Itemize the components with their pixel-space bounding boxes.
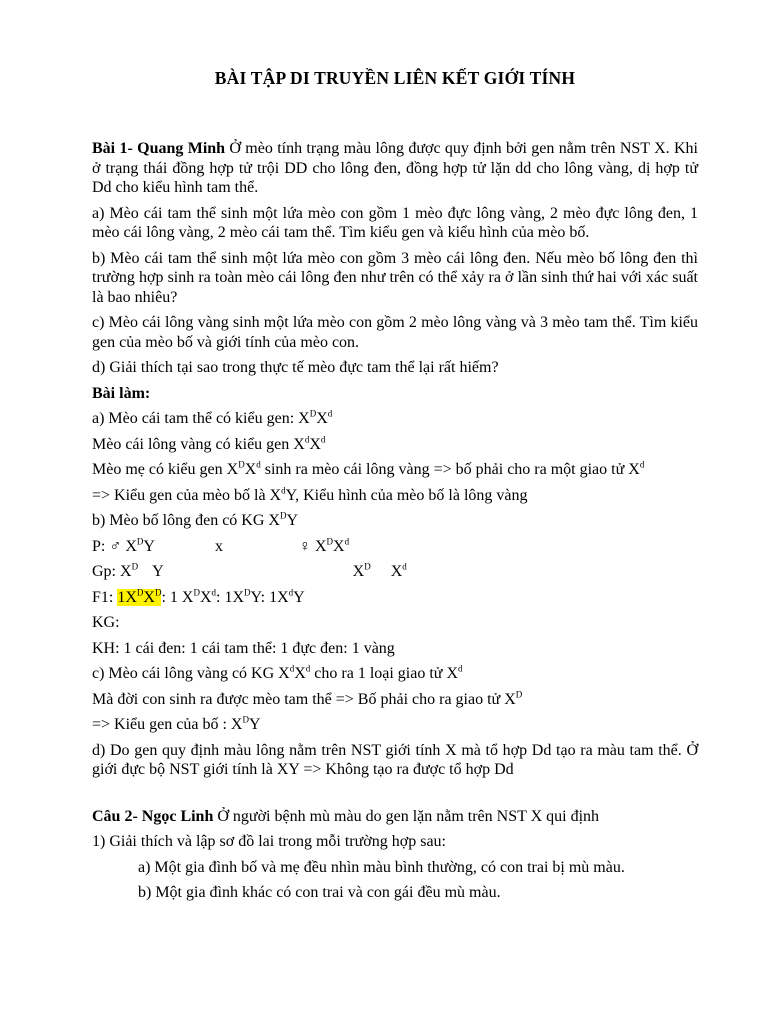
answer-a-line2: Mèo cái lông vàng có kiểu gen $X^dX^d$: [92, 434, 326, 453]
cau2-question-1a: a) Một gia đình bố và mẹ đều nhìn màu bình thường, có con trai bị mù màu.: [138, 858, 625, 876]
answer-c-line3: => Kiểu gen của bố : $X^DY$: [92, 714, 261, 733]
cau2-heading: Câu 2- Ngọc Linh: [92, 807, 214, 825]
bai1-question-a: a) Mèo cái tam thể sinh một lứa mèo con gồm 1 mèo đực lông vàng, 2 mèo đực lông đen, 1 mèo cái lông vàng, 2 mèo cái tam thể. Tìm kiểu gen và kiểu hình của mèo bố.: [92, 204, 698, 241]
section-gap: [92, 786, 698, 807]
cross-f1-line: F1: $1X^DX^D$: 1 $X^DX^d$: $1X^DY$: $1X^dY$: [92, 587, 305, 606]
kg-line: KG:: [92, 614, 120, 631]
cau2-intro: Câu 2- Ngọc Linh Ở người bệnh mù màu do gen lặn nằm trên NST X qui định: [92, 807, 600, 825]
cross-gp-line: Gp: $X^D$ Y $X^D$ $X^d$: [92, 561, 407, 580]
kh-line: KH: 1 cái đen: 1 cái tam thể: 1 đực đen: 1 vàng: [92, 639, 395, 657]
answer-a-line3: Mèo mẹ có kiểu gen $X^DX^d$ sinh ra mèo cái lông vàng => bố phải cho ra một giao tử $X^d$: [92, 459, 645, 478]
f1-highlight: $1X^DX^D$: [117, 587, 162, 606]
cau2-question-1: 1) Giải thích và lập sơ đồ lai trong mỗi trường hợp sau:: [92, 833, 446, 850]
bai1-intro: Bài 1- Quang Minh Ở mèo tính trạng màu lông được quy định bởi gen nằm trên NST X. Khi ở trạng thái đồng hợp tử trội DD cho lông đen, đồng hợp tử lặn dd cho lông vàng, dị hợp tử Dd cho kiểu hình tam thể.: [92, 140, 698, 196]
answer-a-line1: a) Mèo cái tam thể có kiểu gen: $X^DX^d$: [92, 408, 333, 427]
bai1-question-b: b) Mèo cái tam thể sinh một lứa mèo con gồm 3 mèo cái lông đen. Nếu mèo bố lông đen thì trường hợp sinh ra toàn mèo cái lông đen như trên có thể xảy ra ở lần sinh thứ hai với xác suất là bao nhiêu?: [92, 249, 698, 306]
cau2-question-1b: b) Một gia đình khác có con trai và con gái đều mù màu.: [138, 884, 501, 901]
answer-d: d) Do gen quy định màu lông nằm trên NST giới tính X mà tổ hợp Dd tạo ra màu tam thể. Ở giới đực bộ NST giới tính là XY => Không tạo ra được tổ hợp Dd: [92, 741, 698, 778]
answer-c-line2: Mà đời con sinh ra được mèo tam thể => Bố phải cho ra giao tử $X^D$: [92, 689, 523, 708]
cross-p-line: P: ♂ $X^DY$ x ♀ $X^DX^d$: [92, 536, 350, 555]
page-title: BÀI TẬP DI TRUYỀN LIÊN KẾT GIỚI TÍNH: [214, 68, 576, 88]
bai1-question-c: c) Mèo cái lông vàng sinh một lứa mèo con gồm 2 mèo lông vàng và 3 mèo tam thể. Tìm kiểu gen của mèo bố và giới tính của mèo con.: [92, 314, 698, 351]
bai1-heading: Bài 1- Quang Minh: [92, 140, 226, 157]
answer-a-line4: => Kiểu gen của mèo bố là $X^dY$, Kiểu hình của mèo bố là lông vàng: [92, 485, 528, 504]
document-body: [92, 139, 698, 909]
bai-lam-heading: Bài làm:: [92, 384, 151, 402]
answer-c-line1: c) Mèo cái lông vàng có KG $X^dX^d$ cho ra 1 loại giao tử $X^d$: [92, 663, 463, 682]
bai1-question-d: d) Giải thích tại sao trong thực tế mèo đực tam thể lại rất hiếm?: [92, 359, 499, 376]
answer-b-line1: b) Mèo bố lông đen có KG $X^DY$: [92, 510, 299, 529]
